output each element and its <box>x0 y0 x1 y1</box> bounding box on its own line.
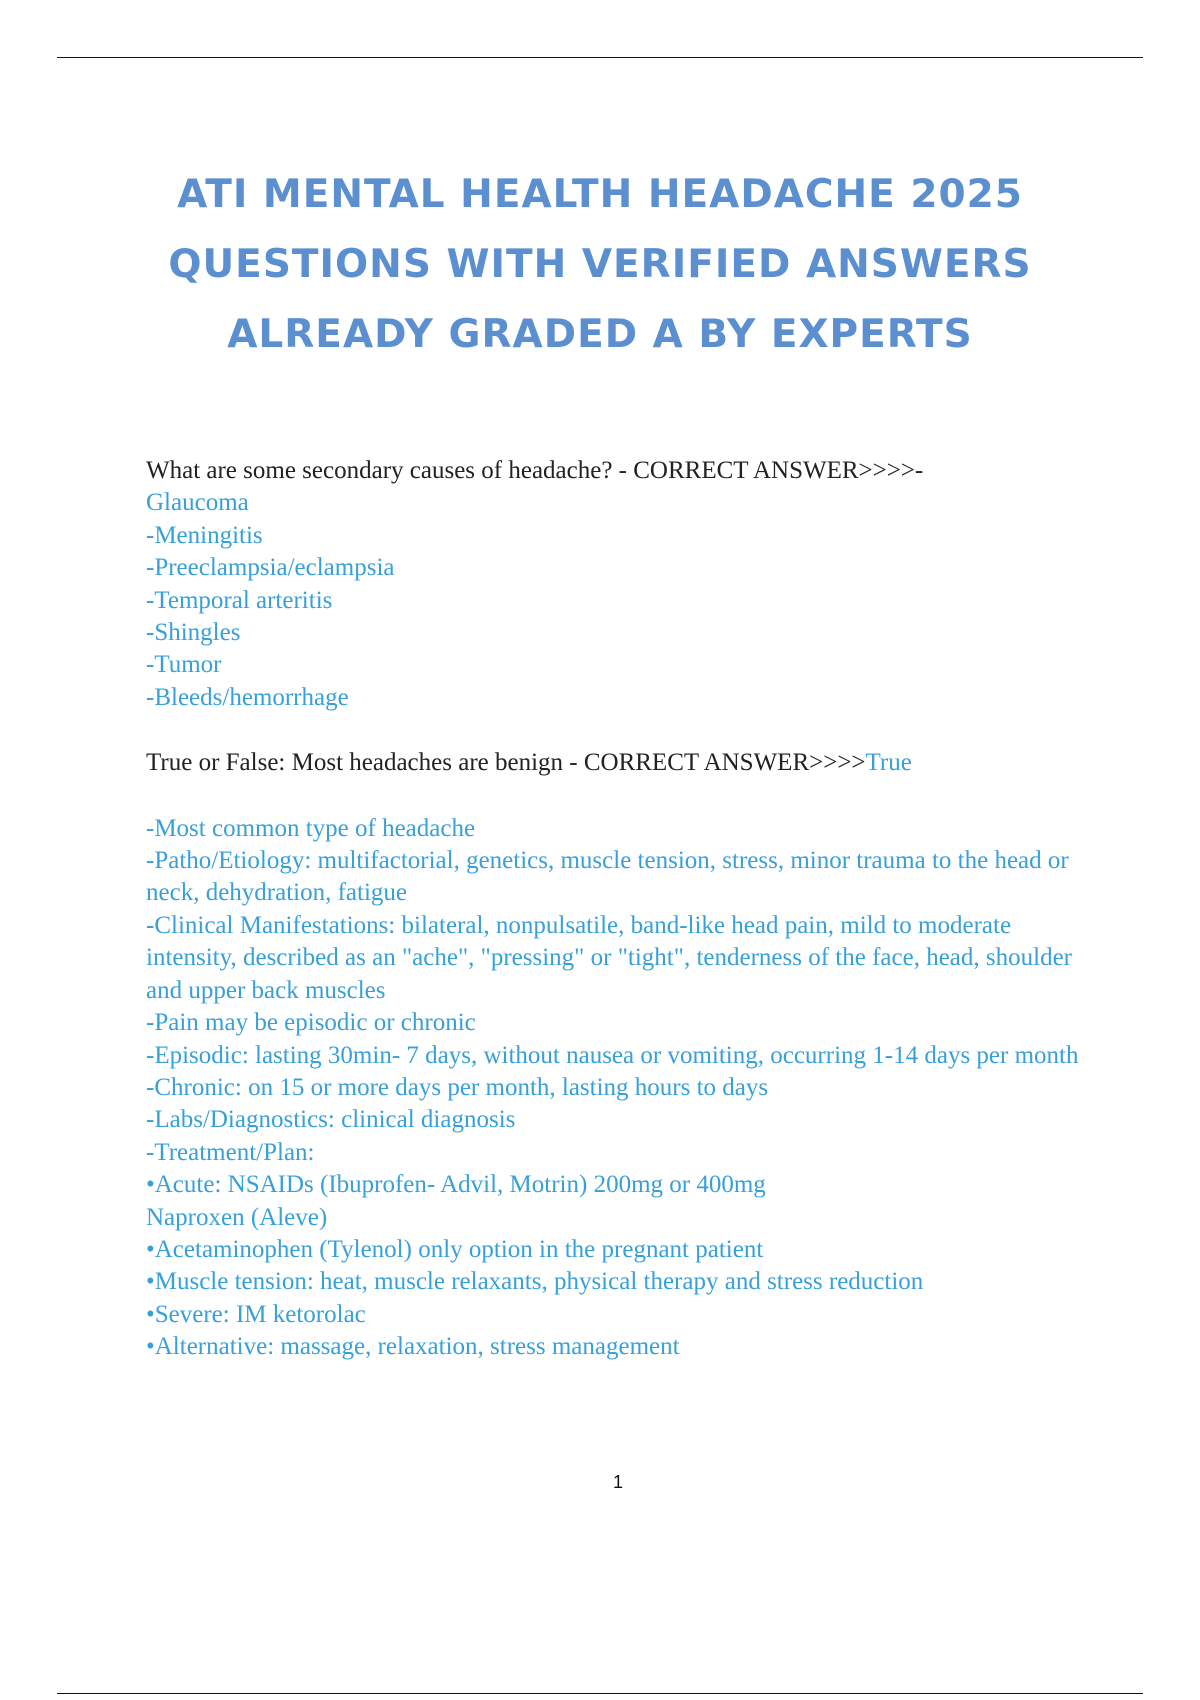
answer-2-line-7: -Labs/Diagnostics: clinical diagnosis <box>146 1106 516 1134</box>
answer-2-line-2: -Patho/Etiology: multifactorial, genetics, muscle tension, stress, minor trauma to the head or neck, dehydration, fatigue <box>146 847 1069 907</box>
spacer <box>146 714 1086 747</box>
document-title <box>100 160 1100 370</box>
answer-1-line-3: -Preeclampsia/eclampsia <box>146 554 395 582</box>
answer-2-line-11: •Acetaminophen (Tylenol) only option in the pregnant patient <box>146 1235 764 1263</box>
question-2-row <box>146 747 1086 779</box>
answer-1-line-1: Glaucoma <box>146 489 249 517</box>
top-rule <box>57 57 1143 58</box>
answer-1-line-7: -Bleeds/hemorrhage <box>146 683 349 711</box>
answer-2-line-14: •Alternative: massage, relaxation, stress management <box>146 1333 680 1361</box>
answer-2-line-4: -Pain may be episodic or chronic <box>146 1009 476 1037</box>
answer-2-line-13: •Severe: IM ketorolac <box>146 1300 366 1328</box>
bottom-rule <box>57 1693 1143 1694</box>
question-1: What are some secondary causes of headache? - CORRECT ANSWER>>>>- <box>146 457 924 484</box>
answer-1-line-2: -Meningitis <box>146 521 263 549</box>
answer-1-line-6: -Tumor <box>146 651 222 679</box>
answer-2-line-10: Naproxen (Aleve) <box>146 1203 328 1231</box>
question-2-inline-answer: True <box>865 749 912 777</box>
answer-2-line-3: -Clinical Manifestations: bilateral, nonpulsatile, band-like head pain, mild to moderate intensity, described as an "ache", "pressing" or "tight", tenderness of the face, head, shoulder and upper back muscles <box>146 911 1072 1004</box>
page-number: 1 <box>612 1472 623 1492</box>
question-2: True or False: Most headaches are benign - CORRECT ANSWER>>>> <box>146 749 866 777</box>
document-body <box>146 455 1086 1364</box>
title-line-2: QUESTIONS WITH VERIFIED ANSWERS <box>168 242 1032 287</box>
title-line-1: ATI MENTAL HEALTH HEADACHE 2025 <box>177 172 1023 217</box>
answer-2-line-8: -Treatment/Plan: <box>146 1138 315 1166</box>
spacer <box>146 780 1086 813</box>
answer-2-line-5: -Episodic: lasting 30min- 7 days, without nausea or vomiting, occurring 1-14 days per month <box>146 1041 1079 1069</box>
answer-1-line-5: -Shingles <box>146 619 241 647</box>
answer-2-line-6: -Chronic: on 15 or more days per month, lasting hours to days <box>146 1073 769 1101</box>
answer-2-line-1: -Most common type of headache <box>146 814 476 842</box>
answer-2-line-12: •Muscle tension: heat, muscle relaxants, physical therapy and stress reduction <box>146 1268 924 1296</box>
title-line-3: ALREADY GRADED A BY EXPERTS <box>227 312 973 357</box>
answer-1-line-4: -Temporal arteritis <box>146 586 333 614</box>
answer-2-line-9: •Acute: NSAIDs (Ibuprofen- Advil, Motrin) 200mg or 400mg <box>146 1171 766 1199</box>
